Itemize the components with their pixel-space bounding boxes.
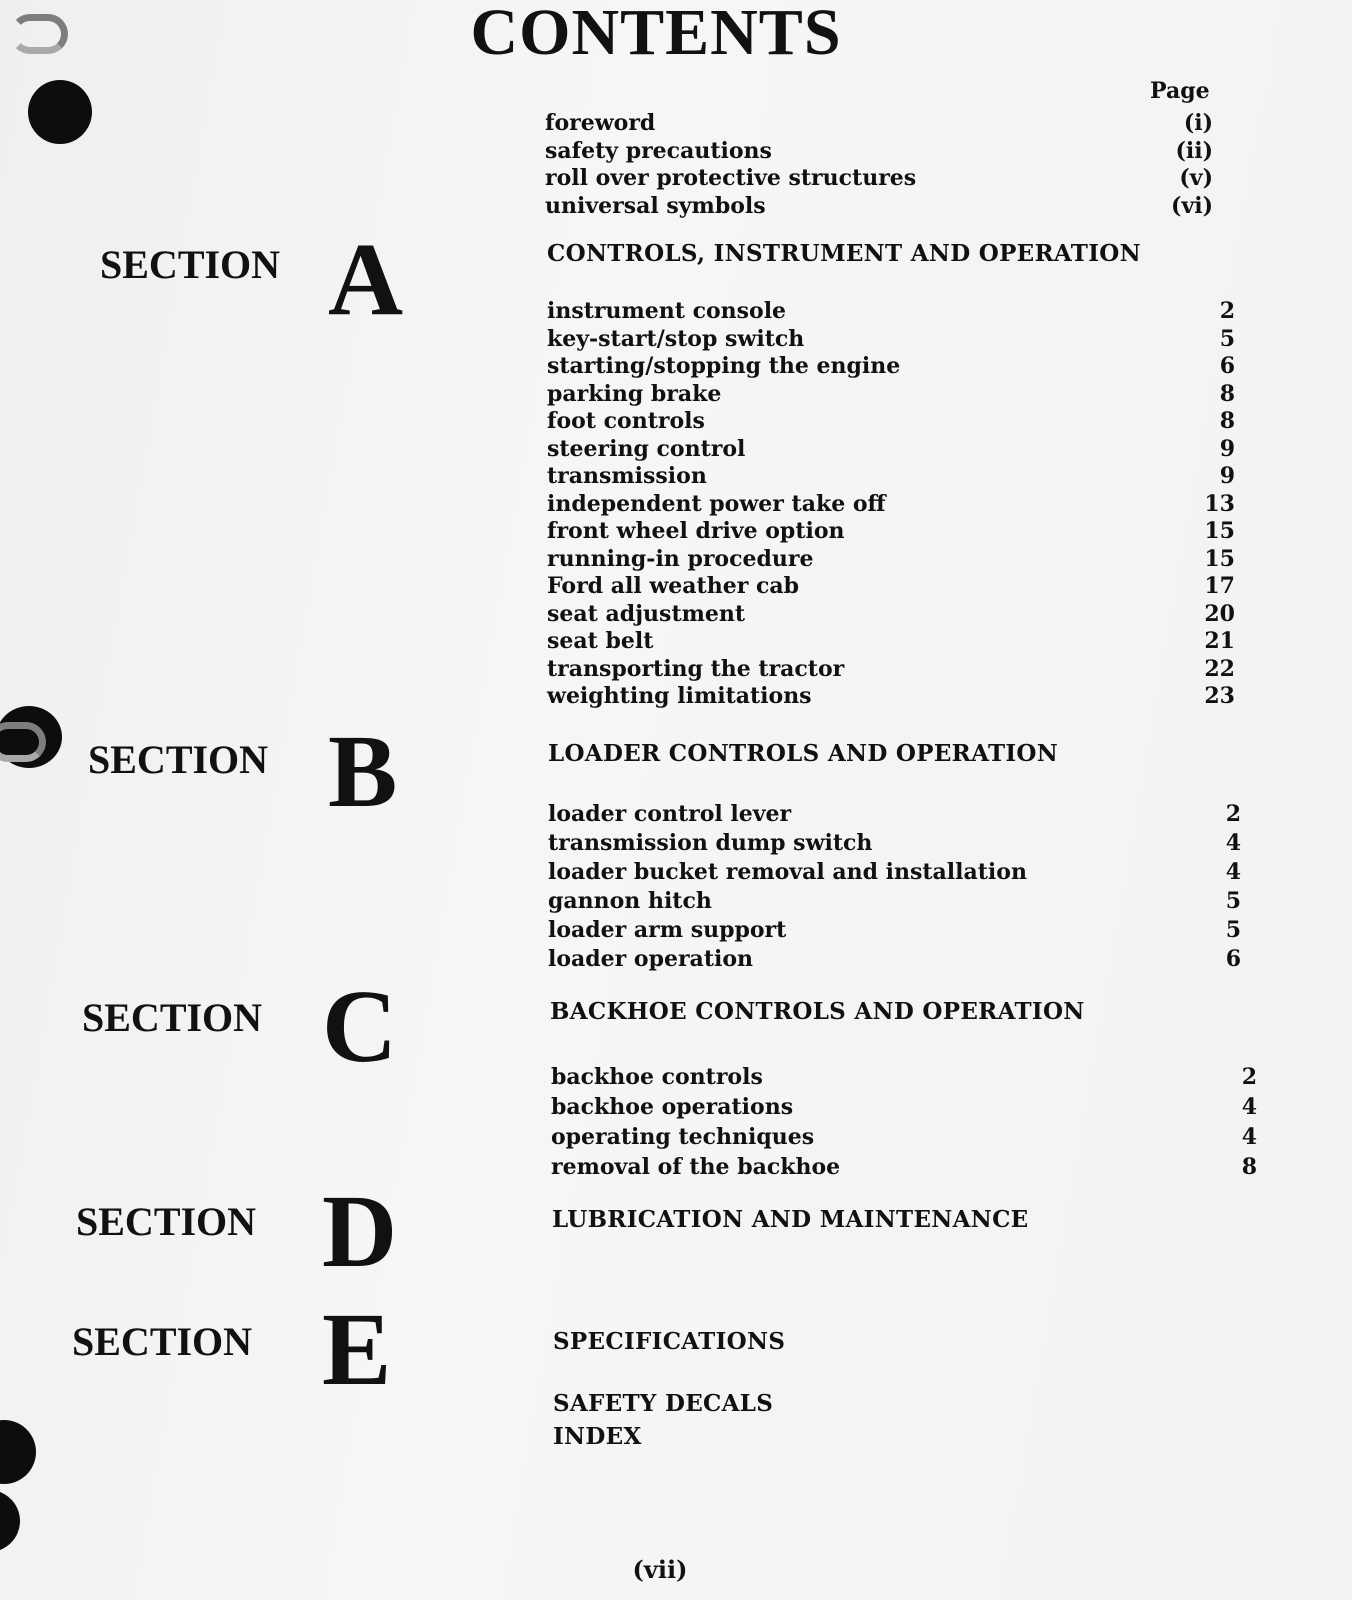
list-item [548, 858, 1241, 887]
entry-label: loader control lever [548, 801, 792, 827]
entry-label: foreword [545, 110, 656, 136]
entry-label: safety precautions [545, 137, 772, 164]
entry-label: weighting limitations [547, 683, 812, 709]
section-a-title: CONTROLS, INSTRUMENT AND OPERATION [547, 240, 1141, 267]
entry-label: gannon hitch [548, 888, 712, 914]
entry-page: (i) [1183, 110, 1213, 136]
list-item [547, 546, 1235, 574]
entry-label: transmission dump switch [548, 830, 873, 856]
list-item [545, 110, 1213, 138]
list-item [548, 945, 1241, 974]
entry-label: front wheel drive option [547, 518, 845, 544]
entry-page: 8 [1241, 1154, 1257, 1180]
list-item [551, 1062, 1257, 1092]
entry-label: loader arm support [548, 917, 787, 943]
section-e-label: SECTION [72, 1319, 253, 1364]
entry-page: 2 [1241, 1064, 1257, 1090]
entry-page: 8 [1219, 408, 1235, 434]
entry-page: 6 [1225, 946, 1241, 972]
page-number: (vii) [632, 1555, 688, 1584]
entry-page: 9 [1219, 435, 1235, 462]
section-c-label: SECTION [82, 995, 263, 1040]
entry-page: 17 [1204, 573, 1235, 599]
entry-page: 6 [1219, 353, 1235, 379]
list-item [545, 165, 1213, 193]
binder-hole-3 [0, 1420, 36, 1484]
list-item [548, 887, 1241, 916]
entry-page: 2 [1219, 298, 1235, 324]
section-a-letter: A [328, 222, 404, 337]
entry-label: backhoe controls [551, 1064, 763, 1090]
entry-page: 15 [1204, 518, 1235, 544]
section-c-letter: C [322, 969, 398, 1084]
entry-label: running-in procedure [547, 545, 814, 572]
entry-label: steering control [547, 435, 746, 462]
entry-label: loader bucket removal and installation [548, 859, 1027, 885]
front-matter-list [545, 110, 1213, 220]
list-item [547, 491, 1235, 519]
entry-page: 21 [1204, 628, 1235, 654]
section-b-entries [548, 800, 1241, 974]
list-item [547, 463, 1235, 491]
section-e-letter: E [322, 1292, 392, 1407]
section-d-letter: D [322, 1174, 398, 1289]
entry-page: (ii) [1175, 137, 1213, 164]
section-c-entries [551, 1062, 1257, 1182]
list-item [548, 800, 1241, 829]
entry-label: foot controls [547, 408, 705, 434]
list-item [547, 683, 1235, 711]
entry-page: 8 [1219, 380, 1235, 407]
entry-label: starting/stopping the engine [547, 353, 901, 379]
entry-page: 22 [1204, 655, 1235, 682]
list-item [547, 408, 1235, 436]
entry-label: parking brake [547, 380, 722, 407]
section-d-title: LUBRICATION AND MAINTENANCE [552, 1206, 1029, 1233]
binder-hole-1 [28, 80, 92, 144]
index-title: INDEX [553, 1423, 642, 1450]
list-item [545, 193, 1213, 221]
entry-label: Ford all weather cab [547, 573, 799, 599]
list-item [548, 916, 1241, 945]
section-b-label: SECTION [88, 737, 269, 782]
page-column-header: Page [1150, 78, 1210, 104]
entry-label: transporting the tractor [547, 655, 845, 682]
entry-label: instrument console [547, 298, 787, 324]
entry-page: (v) [1179, 165, 1213, 191]
entry-label: seat adjustment [547, 600, 746, 627]
binder-hole-4 [0, 1490, 20, 1552]
list-item [551, 1122, 1257, 1152]
entry-page: 4 [1225, 859, 1241, 885]
list-item [547, 326, 1235, 354]
entry-page: (vi) [1171, 192, 1213, 219]
entry-label: universal symbols [545, 192, 766, 219]
list-item [547, 573, 1235, 601]
section-d-label: SECTION [76, 1199, 257, 1244]
entry-page: 15 [1204, 545, 1235, 572]
safety-decals-title: SAFETY DECALS [553, 1390, 774, 1417]
entry-page: 5 [1219, 325, 1235, 352]
entry-page: 23 [1204, 683, 1235, 709]
section-a-entries [547, 298, 1235, 711]
list-item [547, 628, 1235, 656]
section-c-title: BACKHOE CONTROLS AND OPERATION [550, 998, 1085, 1025]
page-title: CONTENTS [470, 0, 842, 69]
list-item [547, 353, 1235, 381]
entry-label: removal of the backhoe [551, 1154, 841, 1180]
list-item [547, 298, 1235, 326]
list-item [551, 1092, 1257, 1122]
section-b-title: LOADER CONTROLS AND OPERATION [548, 740, 1059, 767]
list-item [545, 138, 1213, 166]
list-item [547, 436, 1235, 464]
entry-page: 5 [1225, 888, 1241, 914]
entry-label: seat belt [547, 628, 654, 654]
list-item [547, 381, 1235, 409]
section-e-title: SPECIFICATIONS [553, 1328, 786, 1355]
entry-page: 5 [1225, 917, 1241, 943]
entry-page: 4 [1241, 1124, 1257, 1150]
entry-label: transmission [547, 463, 707, 489]
entry-page: 9 [1219, 463, 1235, 489]
entry-label: roll over protective structures [545, 165, 917, 191]
list-item [547, 601, 1235, 629]
list-item [551, 1152, 1257, 1182]
entry-label: operating techniques [551, 1124, 815, 1150]
entry-page: 4 [1241, 1094, 1257, 1120]
entry-page: 4 [1225, 830, 1241, 856]
entry-label: backhoe operations [551, 1094, 794, 1120]
entry-page: 20 [1204, 600, 1235, 627]
binder-ring-middle [0, 722, 46, 762]
list-item [547, 518, 1235, 546]
entry-page: 2 [1225, 801, 1241, 827]
entry-label: key-start/stop switch [547, 325, 805, 352]
entry-page: 13 [1204, 490, 1235, 517]
list-item [548, 829, 1241, 858]
list-item [547, 656, 1235, 684]
entry-label: loader operation [548, 946, 754, 972]
entry-label: independent power take off [547, 490, 886, 517]
section-b-letter: B [328, 714, 398, 829]
section-a-label: SECTION [100, 242, 281, 287]
